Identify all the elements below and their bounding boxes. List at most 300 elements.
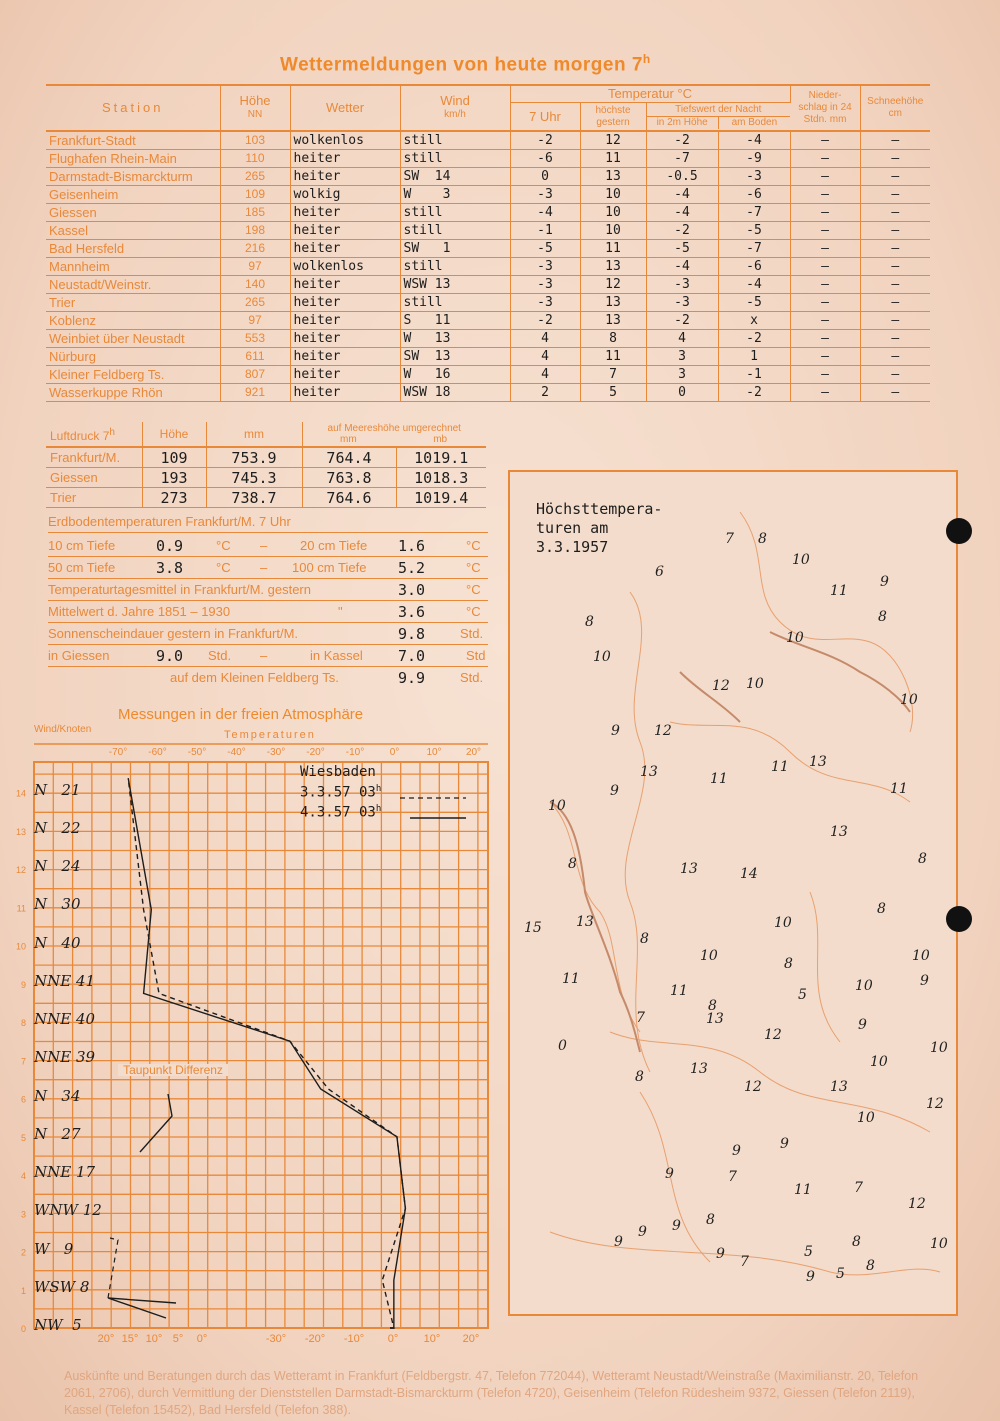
- cell-hoehe: 273: [142, 488, 206, 508]
- cell-boden: -3: [718, 168, 790, 186]
- cell-boden: -6: [718, 186, 790, 204]
- height-tick-label: 1: [20, 1285, 26, 1296]
- map-temp-value: 13: [680, 861, 698, 877]
- map-temp-value: 11: [771, 759, 789, 775]
- temp-tick-label: 10°: [423, 1333, 441, 1345]
- map-temp-value: 8: [878, 609, 887, 625]
- cell-tief2m: -3: [646, 294, 718, 312]
- cell-hoehe: 97: [220, 258, 290, 276]
- cell-wetter: heiter: [290, 240, 400, 258]
- atm-run-2: 4.3.57 03$^h$: [300, 804, 382, 821]
- cell-station: Nürburg: [46, 348, 220, 366]
- map-temp-value: 10: [912, 948, 930, 964]
- cell-wetter: heiter: [290, 168, 400, 186]
- cell-wetter: wolkenlos: [290, 258, 400, 276]
- cell-t7: -3: [510, 276, 580, 294]
- cell-hoehe: 109: [142, 447, 206, 468]
- cell-nieder: –: [790, 240, 860, 258]
- cell-wind: S 11: [400, 312, 510, 330]
- cell-wetter: heiter: [290, 366, 400, 384]
- cell-nieder: –: [790, 168, 860, 186]
- dew-tick-label: 15°: [121, 1333, 139, 1345]
- cell-t7: -3: [510, 258, 580, 276]
- map-temp-value: 8: [635, 1069, 644, 1085]
- cell-wetter: heiter: [290, 330, 400, 348]
- th-wetter: Wetter: [290, 85, 400, 131]
- temp-tick-label: 0°: [387, 1333, 399, 1345]
- cell-schnee: –: [860, 131, 930, 150]
- punch-hole-bottom: [946, 906, 972, 932]
- map-temp-value: 9: [806, 1269, 815, 1285]
- cell-nieder: –: [790, 150, 860, 168]
- cell-tief2m: -2: [646, 222, 718, 240]
- cell-nieder: –: [790, 294, 860, 312]
- erdboden-row-5: Sonnenscheindauer gestern in Frankfurt/M. 9.8 Std.: [48, 624, 488, 645]
- map-temp-value: 8: [640, 931, 649, 947]
- cell-tief2m: -4: [646, 258, 718, 276]
- wind-label-row: N 21: [34, 780, 81, 799]
- cell-hoehe: 97: [220, 312, 290, 330]
- profile-dashed: [128, 778, 405, 1328]
- cell-schnee: –: [860, 348, 930, 366]
- cell-wetter: heiter: [290, 348, 400, 366]
- erdboden-row-3: Temperaturtagesmittel in Frankfurt/M. gestern 3.0 °C: [48, 580, 488, 601]
- map-temp-value: 12: [712, 678, 730, 694]
- wind-label-row: NNE 41: [34, 971, 96, 990]
- map-outline: [510, 472, 956, 1314]
- cell-schnee: –: [860, 366, 930, 384]
- map-temp-value: 8: [568, 856, 577, 872]
- cell-nieder: –: [790, 222, 860, 240]
- cell-station: Trier: [46, 488, 142, 508]
- map-temp-value: 12: [908, 1196, 926, 1212]
- height-tick-label: 6: [20, 1094, 26, 1105]
- map-temp-value: 5: [804, 1244, 813, 1260]
- wind-label-row: NW 5: [34, 1316, 82, 1334]
- map-temp-value: 10: [746, 676, 764, 692]
- map-temp-value: 10: [593, 649, 611, 665]
- map-temp-value: 7: [728, 1169, 737, 1185]
- map-temp-value: 10: [855, 978, 873, 994]
- punch-hole-top: [946, 518, 972, 544]
- wind-label-row: N 22: [34, 818, 81, 837]
- cell-station: Frankfurt/M.: [46, 447, 142, 468]
- cell-wetter: heiter: [290, 384, 400, 402]
- cell-schnee: –: [860, 150, 930, 168]
- map-temp-value: 8: [866, 1258, 875, 1274]
- cell-nieder: –: [790, 258, 860, 276]
- map-temp-value: 0: [558, 1038, 567, 1054]
- top-tick-label: -30°: [266, 747, 286, 758]
- map-temp-value: 14: [740, 866, 758, 882]
- map-temp-value: 9: [665, 1166, 674, 1182]
- cell-t7: -5: [510, 240, 580, 258]
- top-tick-label: -60°: [148, 747, 167, 758]
- th-7uhr: 7 Uhr: [510, 103, 580, 131]
- wind-label-row: NNE 17: [34, 1163, 96, 1182]
- cell-station: Giessen: [46, 204, 220, 222]
- dewpoint-line: [108, 1094, 176, 1318]
- dew-tick-label: 0°: [196, 1333, 208, 1345]
- cell-t7: 4: [510, 348, 580, 366]
- cell-t7: 2: [510, 384, 580, 402]
- cell-station: Flughafen Rhein-Main: [46, 150, 220, 168]
- cell-wetter: wolkenlos: [290, 131, 400, 150]
- height-tick-label: 2: [20, 1247, 26, 1258]
- cell-hoehe: 611: [220, 348, 290, 366]
- map-temp-value: 8: [784, 956, 793, 972]
- height-tick-label: 8: [20, 1018, 26, 1029]
- map-temp-value: 10: [548, 798, 566, 814]
- cell-wind: W 3: [400, 186, 510, 204]
- map-temp-value: 10: [930, 1236, 948, 1252]
- cell-hoch: 13: [580, 258, 646, 276]
- wind-label-row: NNE 40: [34, 1010, 96, 1029]
- cell-station: Kleiner Feldberg Ts.: [46, 366, 220, 384]
- height-tick-label: 7: [20, 1056, 26, 1067]
- cell-hoehe: 198: [220, 222, 290, 240]
- map-temp-value: 15: [524, 920, 542, 936]
- cell-hoch: 13: [580, 168, 646, 186]
- cell-wind: SW 1: [400, 240, 510, 258]
- map-temp-value: 8: [918, 851, 927, 867]
- map-temp-value: 13: [576, 914, 594, 930]
- cell-station: Frankfurt-Stadt: [46, 131, 220, 150]
- map-temp-value: 11: [670, 983, 688, 999]
- cell-schnee: –: [860, 276, 930, 294]
- cell-tief2m: 3: [646, 366, 718, 384]
- cell-wind: still: [400, 204, 510, 222]
- cell-station: Trier: [46, 294, 220, 312]
- cell-hoch: 10: [580, 186, 646, 204]
- cell-mm: 738.7: [206, 488, 302, 508]
- map-temp-value: 8: [758, 531, 767, 547]
- cell-hoch: 10: [580, 204, 646, 222]
- cell-nieder: –: [790, 186, 860, 204]
- cell-hoch: 13: [580, 294, 646, 312]
- map-temp-value: 10: [930, 1040, 948, 1056]
- cell-boden: -1: [718, 366, 790, 384]
- cell-schnee: –: [860, 222, 930, 240]
- cell-boden: -7: [718, 204, 790, 222]
- wind-label-row: N 40: [34, 933, 81, 952]
- cell-mm_meer: 764.6: [302, 488, 396, 508]
- cell-t7: -3: [510, 294, 580, 312]
- dew-tick-label: 10°: [145, 1333, 163, 1345]
- cell-t7: -2: [510, 131, 580, 150]
- map-temp-value: 9: [614, 1234, 623, 1250]
- cell-schnee: –: [860, 240, 930, 258]
- cell-wind: still: [400, 150, 510, 168]
- map-temp-value: 6: [655, 564, 664, 580]
- map-temp-value: 11: [710, 771, 728, 787]
- cell-nieder: –: [790, 330, 860, 348]
- cell-tief2m: -2: [646, 312, 718, 330]
- map-temp-value: 12: [764, 1027, 782, 1043]
- cell-nieder: –: [790, 131, 860, 150]
- cell-wind: still: [400, 131, 510, 150]
- cell-mb: 1019.4: [396, 488, 486, 508]
- cell-boden: -2: [718, 384, 790, 402]
- cell-hoehe: 103: [220, 131, 290, 150]
- top-tick-label: -40°: [227, 747, 246, 758]
- cell-hoch: 5: [580, 384, 646, 402]
- cell-mb: 1019.1: [396, 447, 486, 468]
- cell-boden: -9: [718, 150, 790, 168]
- th-wind: Wind km/h: [400, 85, 510, 131]
- cell-hoehe: 553: [220, 330, 290, 348]
- top-tick-label: -20°: [306, 747, 325, 758]
- cell-hoch: 12: [580, 276, 646, 294]
- th-temperatur: Temperatur °C: [510, 85, 790, 103]
- cell-tief2m: -7: [646, 150, 718, 168]
- map-temp-value: 8: [708, 998, 717, 1014]
- map-temp-value: 12: [654, 723, 672, 739]
- cell-boden: -7: [718, 240, 790, 258]
- map-temp-value: 9: [858, 1017, 867, 1033]
- wind-label-row: N 27: [34, 1124, 81, 1143]
- temperature-map: [508, 470, 958, 1316]
- map-temp-value: 13: [706, 1011, 724, 1027]
- page-title: Wettermeldungen von heute morgen 7$^h$: [280, 52, 651, 76]
- map-temp-value: 9: [920, 973, 929, 989]
- wind-label-row: N 30: [34, 895, 81, 914]
- wind-label-row: NNE 39: [34, 1048, 96, 1067]
- cell-station: Koblenz: [46, 312, 220, 330]
- cell-station: Kassel: [46, 222, 220, 240]
- cell-boden: 1: [718, 348, 790, 366]
- map-temp-value: 13: [809, 754, 827, 770]
- cell-boden: -6: [718, 258, 790, 276]
- cell-t7: -6: [510, 150, 580, 168]
- temp-tick-label: 20°: [462, 1333, 480, 1345]
- cell-t7: -1: [510, 222, 580, 240]
- cell-boden: -4: [718, 131, 790, 150]
- cell-station: Bad Hersfeld: [46, 240, 220, 258]
- cell-boden: -2: [718, 330, 790, 348]
- wind-label-row: N 24: [34, 857, 81, 876]
- erdboden-row-6: in Giessen 9.0 Std. – in Kassel 7.0 Std: [48, 646, 488, 667]
- cell-hoehe: 807: [220, 366, 290, 384]
- temp-tick-label: -20°: [304, 1333, 326, 1345]
- cell-t7: 4: [510, 366, 580, 384]
- cell-nieder: –: [790, 366, 860, 384]
- cell-station: Darmstadt-Bismarckturm: [46, 168, 220, 186]
- cell-schnee: –: [860, 330, 930, 348]
- cell-mm_meer: 763.8: [302, 468, 396, 488]
- cell-wetter: heiter: [290, 204, 400, 222]
- th-schnee: Schneehöhe cm: [860, 85, 930, 131]
- cell-tief2m: -3: [646, 276, 718, 294]
- top-tick-label: -70°: [108, 747, 128, 758]
- map-temp-value: 7: [636, 1010, 645, 1026]
- taupunkt-label: Taupunkt Differenz: [118, 1064, 228, 1076]
- atm-run-1: 3.3.57 03$^h$: [300, 784, 382, 801]
- cell-t7: -4: [510, 204, 580, 222]
- cell-tief2m: -5: [646, 240, 718, 258]
- map-temp-value: 8: [877, 901, 886, 917]
- top-tick-label: -50°: [187, 747, 207, 758]
- cell-nieder: –: [790, 312, 860, 330]
- map-temp-value: 9: [611, 723, 620, 739]
- cell-mm: 753.9: [206, 447, 302, 468]
- map-temp-value: 9: [672, 1218, 681, 1234]
- cell-t7: 4: [510, 330, 580, 348]
- temp-label: Temperaturen: [224, 729, 316, 741]
- cell-wetter: heiter: [290, 294, 400, 312]
- map-temp-value: 10: [900, 692, 918, 708]
- cell-wind: still: [400, 294, 510, 312]
- erdboden-row-4: Mittelwert d. Jahre 1851 – 1930 " 3.6 °C: [48, 602, 488, 623]
- th-luft-hoehe: Höhe: [142, 422, 206, 447]
- th-station: Station: [46, 85, 220, 131]
- cell-schnee: –: [860, 204, 930, 222]
- cell-wind: WSW 18: [400, 384, 510, 402]
- height-tick-label: 5: [20, 1132, 26, 1143]
- cell-hoch: 13: [580, 312, 646, 330]
- temp-tick-label: -10°: [343, 1333, 365, 1345]
- cell-schnee: –: [860, 168, 930, 186]
- cell-mm_meer: 764.4: [302, 447, 396, 468]
- cell-hoehe: 109: [220, 186, 290, 204]
- erdboden-row-1: 10 cm Tiefe 0.9 °C – 20 cm Tiefe 1.6 °C: [48, 536, 488, 557]
- wind-label-row: WNW 12: [34, 1201, 102, 1220]
- cell-hoch: 10: [580, 222, 646, 240]
- cell-hoehe: 921: [220, 384, 290, 402]
- cell-hoehe: 193: [142, 468, 206, 488]
- th-hoehe: Höhe NN: [220, 85, 290, 131]
- cell-hoehe: 110: [220, 150, 290, 168]
- map-temp-value: 8: [585, 614, 594, 630]
- cell-wetter: heiter: [290, 222, 400, 240]
- cell-hoch: 11: [580, 240, 646, 258]
- height-tick-label: 11: [16, 903, 26, 914]
- cell-station: Wasserkuppe Rhön: [46, 384, 220, 402]
- top-tick-label: 10°: [426, 747, 442, 758]
- map-label: Höchsttempera- turen am 3.3.1957: [536, 500, 663, 556]
- map-temp-value: 11: [562, 971, 580, 987]
- cell-schnee: –: [860, 312, 930, 330]
- map-temp-value: 13: [830, 824, 848, 840]
- cell-tief2m: -4: [646, 186, 718, 204]
- map-temp-value: 12: [744, 1079, 762, 1095]
- erdboden-row-2: 50 cm Tiefe 3.8 °C – 100 cm Tiefe 5.2 °C: [48, 558, 488, 579]
- height-tick-label: 13: [15, 826, 26, 837]
- cell-station: Neustadt/Weinstr.: [46, 276, 220, 294]
- map-temp-value: 10: [774, 915, 792, 931]
- cell-boden: -5: [718, 222, 790, 240]
- cell-wind: still: [400, 222, 510, 240]
- cell-mm: 745.3: [206, 468, 302, 488]
- top-tick-label: -10°: [345, 747, 365, 758]
- cell-hoehe: 265: [220, 294, 290, 312]
- atmosphere-title: Messungen in der freien Atmosphäre: [118, 706, 364, 723]
- profile-solid: [128, 778, 405, 1328]
- cell-tief2m: -0.5: [646, 168, 718, 186]
- map-temp-value: 7: [854, 1180, 863, 1196]
- cell-nieder: –: [790, 276, 860, 294]
- height-tick-label: 3: [20, 1209, 26, 1220]
- height-tick-label: 4: [20, 1171, 26, 1182]
- cell-wetter: heiter: [290, 276, 400, 294]
- map-temp-value: 12: [926, 1096, 944, 1112]
- map-temp-value: 8: [852, 1234, 861, 1250]
- cell-hoehe: 185: [220, 204, 290, 222]
- cell-tief2m: 4: [646, 330, 718, 348]
- wind-label: Wind/Knoten: [34, 724, 92, 735]
- cell-wetter: heiter: [290, 150, 400, 168]
- cell-tief2m: 0: [646, 384, 718, 402]
- map-temp-value: 13: [640, 764, 658, 780]
- dew-tick-label: 20°: [97, 1333, 115, 1345]
- cell-boden: x: [718, 312, 790, 330]
- map-temp-value: 10: [792, 552, 810, 568]
- dew-tick-label: 5°: [172, 1333, 184, 1345]
- cell-nieder: –: [790, 348, 860, 366]
- map-temp-value: 10: [857, 1110, 875, 1126]
- cell-wind: WSW 13: [400, 276, 510, 294]
- map-temp-value: 9: [880, 574, 889, 590]
- height-tick-label: 12: [15, 865, 26, 876]
- th-nieder: Nieder- schlag in 24 Stdn. mm: [790, 85, 860, 131]
- th-luft-meer: auf Meereshöhe umgerechnet mm mb: [302, 422, 486, 447]
- top-tick-label: 20°: [465, 747, 482, 758]
- cell-nieder: –: [790, 384, 860, 402]
- atm-station: Wiesbaden: [300, 764, 376, 780]
- map-temp-value: 5: [798, 987, 807, 1003]
- cell-station: Giessen: [46, 468, 142, 488]
- temp-tick-label: -30°: [265, 1333, 287, 1345]
- erdboden-title: Erdbodentemperaturen Frankfurt/M. 7 Uhr: [48, 512, 488, 533]
- cell-hoch: 7: [580, 366, 646, 384]
- cell-station: Weinbiet über Neustadt: [46, 330, 220, 348]
- cell-wetter: heiter: [290, 312, 400, 330]
- cell-hoehe: 140: [220, 276, 290, 294]
- cell-tief2m: -2: [646, 131, 718, 150]
- footer-text: Auskünfte und Beratungen durch das Wetteramt in Frankfurt (Feldbergstr. 47, Telefon 772044), Wetteramt Neustadt/Weinstraße (Maximilianstr. 20, Telefon 2061, 2706), durch Vermittlung der Dienststellen Darmstadt-Bismarckturm (Telefon 4720), Geisenheim (Telefon Rüdesheim 9372, Giessen (Telefon 2119), Kassel (Telefon 15452), Bad Hersfeld (Telefon 388).: [64, 1369, 919, 1417]
- th-luft-mm: mm: [206, 422, 302, 447]
- map-temp-value: 9: [780, 1136, 789, 1152]
- cell-hoch: 11: [580, 348, 646, 366]
- cell-wind: SW 14: [400, 168, 510, 186]
- height-tick-label: 10: [15, 941, 26, 952]
- cell-mb: 1018.3: [396, 468, 486, 488]
- th-tiefst: Tiefswert der Nacht in 2m Höhe am Boden: [646, 103, 790, 131]
- map-temp-value: 9: [732, 1143, 741, 1159]
- th-luftdruck: Luftdruck 7$^h$: [46, 422, 142, 447]
- map-temp-value: 13: [830, 1079, 848, 1095]
- map-temp-value: 7: [740, 1254, 749, 1270]
- wind-label-row: W 9: [34, 1239, 74, 1258]
- map-temp-value: 9: [610, 783, 619, 799]
- cell-wind: W 16: [400, 366, 510, 384]
- map-temp-value: 10: [786, 630, 804, 646]
- height-tick-label: 9: [20, 979, 26, 990]
- cell-boden: -5: [718, 294, 790, 312]
- cell-schnee: –: [860, 294, 930, 312]
- map-temp-value: 11: [890, 781, 908, 797]
- cell-hoch: 12: [580, 131, 646, 150]
- map-temp-value: 11: [794, 1182, 812, 1198]
- map-temp-value: 9: [638, 1224, 647, 1240]
- cell-station: Geisenheim: [46, 186, 220, 204]
- th-hoechste: höchste gestern: [580, 103, 646, 131]
- dewpoint-dashed: [108, 1238, 118, 1298]
- cell-schnee: –: [860, 258, 930, 276]
- cell-schnee: –: [860, 384, 930, 402]
- height-tick-label: 0: [20, 1324, 26, 1334]
- cell-wind: still: [400, 258, 510, 276]
